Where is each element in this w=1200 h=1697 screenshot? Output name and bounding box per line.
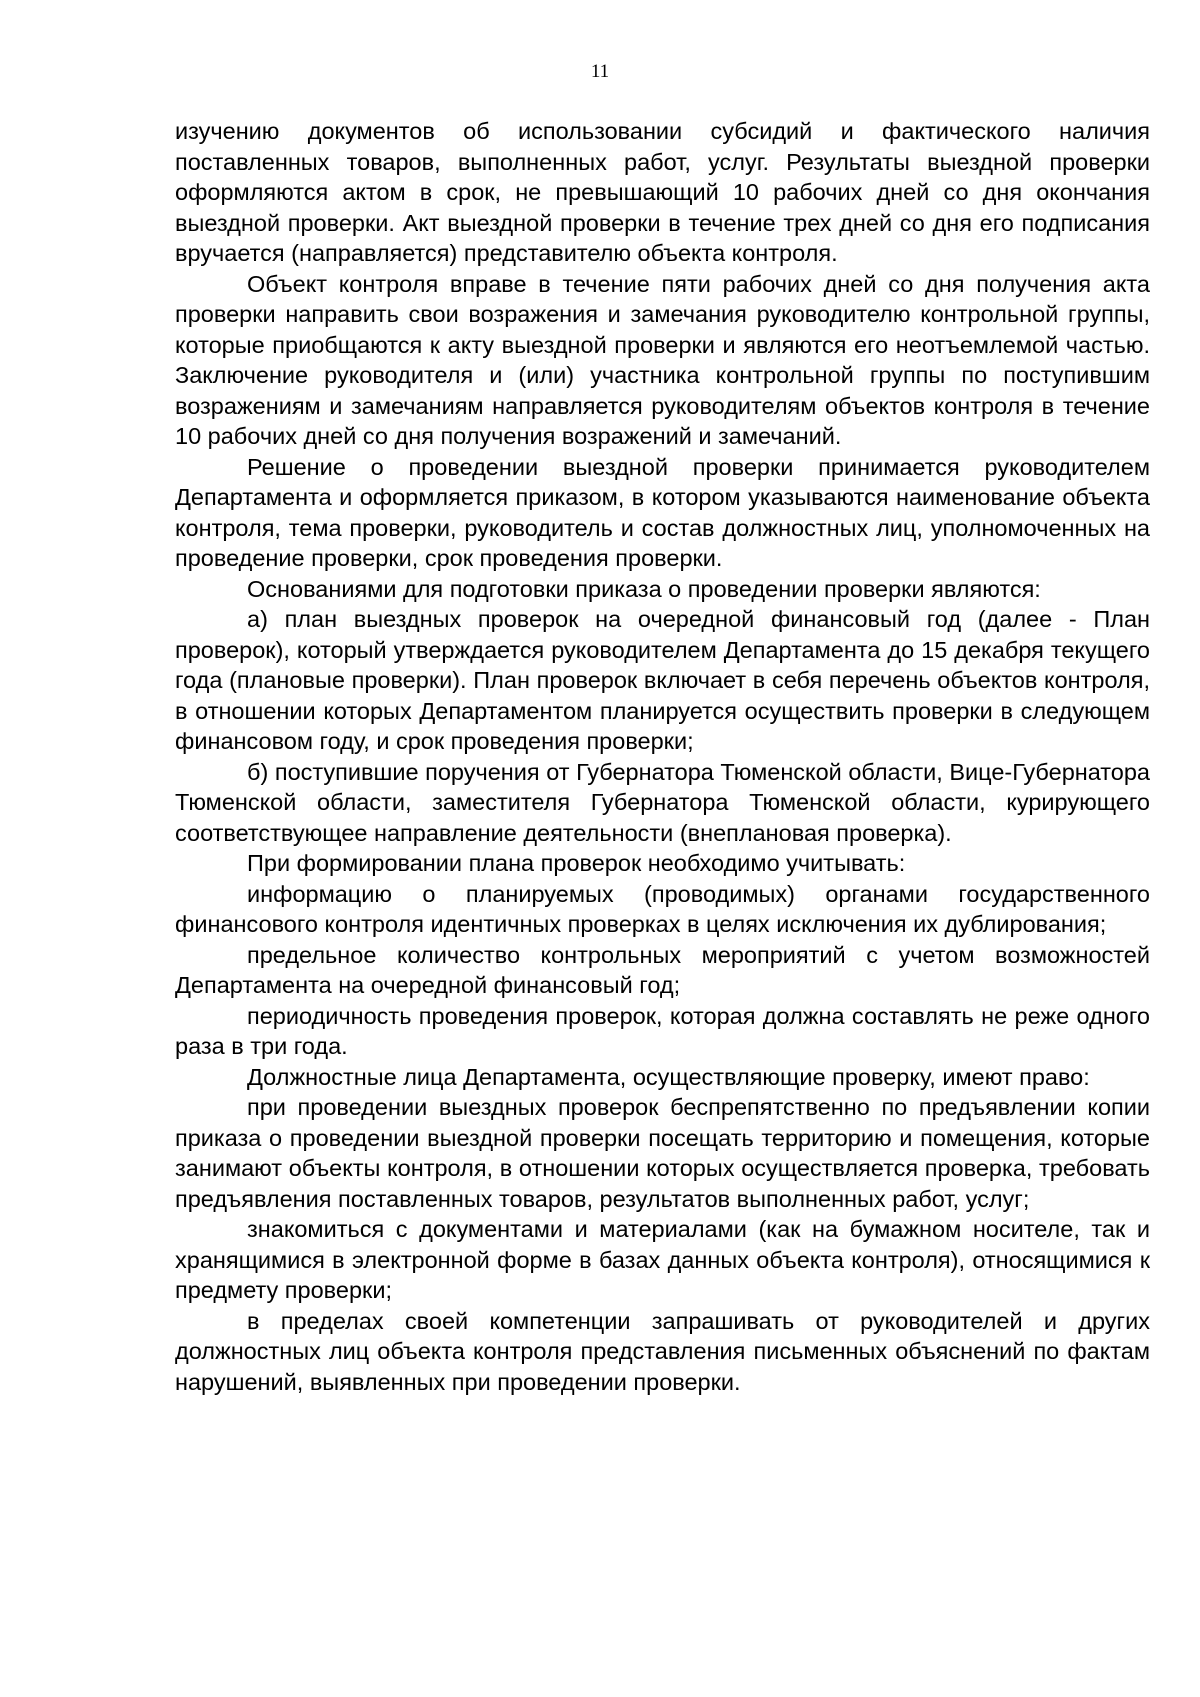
- page-number: 11: [590, 61, 610, 82]
- paragraph-officials-rights: Должностные лица Департамента, осуществляющие проверку, имеют право:: [247, 1063, 1090, 1090]
- document-body: [175, 116, 1150, 1397]
- paragraph-act-of-inspection: изучению документов об использовании субсидий и фактического наличия поставленных товаров, выполненных работ, услуг. Результаты выездной проверки оформляются актом в срок, не превышающий 10 рабочих дней со дня окончания выездной проверки. Акт выездной проверки в течение трех дней со дня его подписания вручается (направляется) представителю объекта контроля.: [175, 118, 1150, 266]
- paragraph-consideration-frequency: периодичность проведения проверок, которая должна составлять не реже одного раза в три года.: [175, 1002, 1150, 1059]
- paragraph-inspection-decision: Решение о проведении выездной проверки принимается руководителем Департамента и оформляется приказом, в котором указываются наименование объекта контроля, тема проверки, руководитель и состав должностных лиц, уполномоченных на проведение проверки, срок проведения проверки.: [175, 453, 1150, 571]
- paragraph-ground-a: а) план выездных проверок на очередной финансовый год (далее - План проверок), который утверждается руководителем Департамента до 15 декабря текущего года (плановые проверки). План проверок включает в себя перечень объектов контроля, в отношении которых Департаментом планируется осуществить проверки в следующем финансовом году, и срок проведения проверки;: [175, 606, 1150, 754]
- paragraph-plan-considerations: При формировании плана проверок необходимо учитывать:: [247, 850, 906, 876]
- paragraph-consideration-limit: предельное количество контрольных мероприятий с учетом возможностей Департамента на очередной финансовый год;: [175, 941, 1150, 998]
- paragraph-right-explanations: в пределах своей компетенции запрашивать от руководителей и других должностных лиц объекта контроля представления письменных объяснений по фактам нарушений, выявленных при проведении проверки.: [175, 1307, 1150, 1395]
- paragraph-ground-b: б) поступившие поручения от Губернатора Тюменской области, Вице-Губернатора Тюменской области, заместителя Губернатора Тюменской области, курирующего соответствующее направление деятельности (внеплановая проверка).: [175, 758, 1150, 846]
- paragraph-right-documents: знакомиться с документами и материалами (как на бумажном носителе, так и хранящимися в электронной форме в базах данных объекта контроля), относящимися к предмету проверки;: [175, 1216, 1150, 1303]
- paragraph-right-access: при проведении выездных проверок беспрепятственно по предъявлении копии приказа о проведении выездной проверки посещать территорию и помещения, которые занимают объекты контроля, в отношении которых осуществляется проверка, требовать предъявления поставленных товаров, результатов выполненных работ, услуг;: [175, 1094, 1150, 1212]
- paragraph-objections: Объект контроля вправе в течение пяти рабочих дней со дня получения акта проверки направить свои возражения и замечания руководителю контрольной группы, которые приобщаются к акту выездной проверки и являются его неотъемлемой частью. Заключение руководителя и (или) участника контрольной группы по поступившим возражениям и замечаниям направляется руководителям объектов контроля в течение 10 рабочих дней со дня получения возражений и замечаний.: [175, 270, 1150, 449]
- paragraph-order-grounds: Основаниями для подготовки приказа о проведении проверки являются:: [247, 575, 1041, 602]
- paragraph-consideration-info: информацию о планируемых (проводимых) органами государственного финансового контроля идентичных проверках в целях исключения их дублирования;: [175, 880, 1150, 937]
